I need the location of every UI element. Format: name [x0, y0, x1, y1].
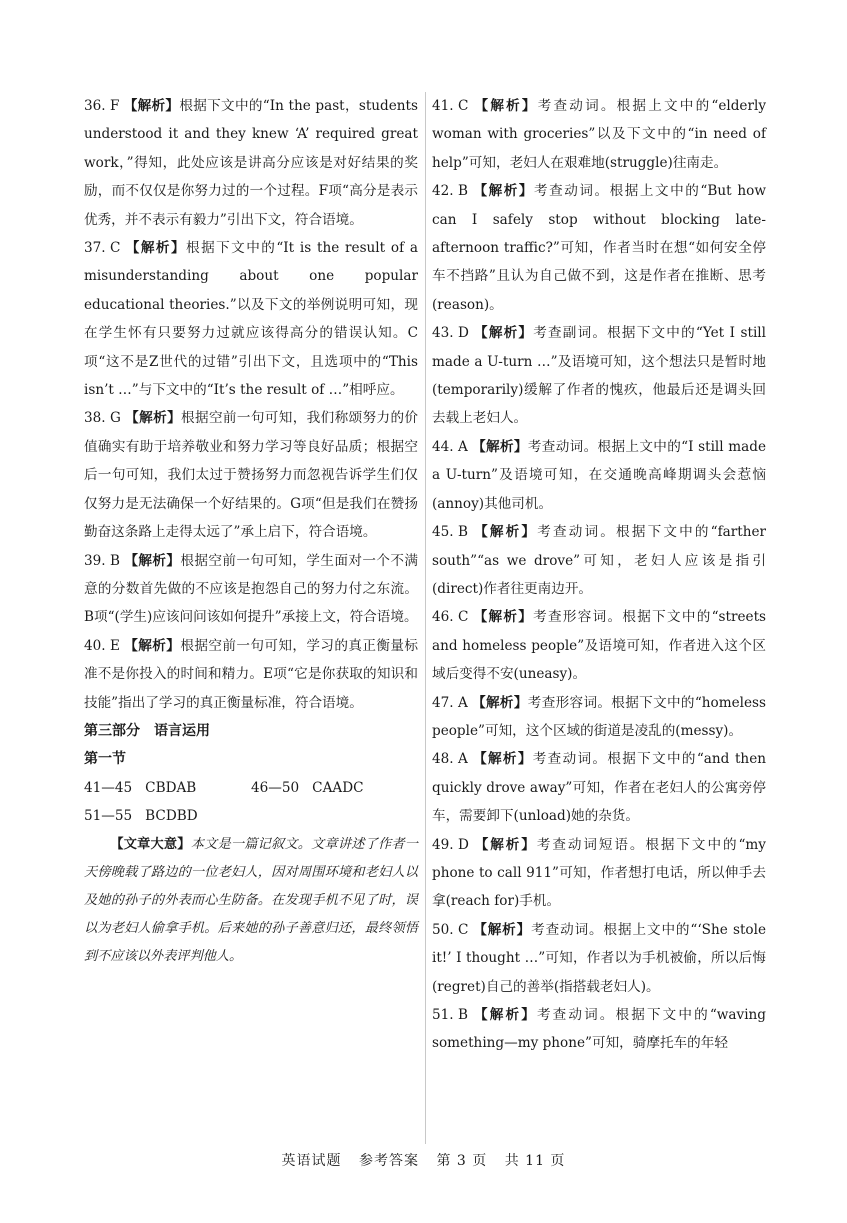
- answer-explanation: [84, 547, 418, 632]
- section-name: 语言运用: [154, 722, 210, 739]
- explanation-text: 考查动词。根据上文中的“‘She stole it!’ I thought …”可知，作者以为手机被偷，所以后悔(regret)自己的善举(指搭载老妇人)。: [432, 921, 767, 995]
- subsection-heading: 第一节: [84, 751, 126, 768]
- answer-explanation: [432, 745, 766, 830]
- analysis-tag: 【解析】: [472, 609, 534, 626]
- analysis-tag: 【解析】: [471, 524, 538, 541]
- answer-row-1: [84, 774, 418, 802]
- analysis-tag: 【解析】: [471, 1007, 537, 1023]
- question-number: 39. B: [84, 552, 120, 569]
- analysis-tag: 【解析】: [471, 438, 528, 455]
- explanation-text: 考查动词。根据上文中的“But how can I safely stop without blocking late-afternoon traffic?”可知，作者当时在想“如何安全停车不挡路”且认为自己做不到，这是作者在推断、思考(reason)。: [432, 183, 767, 313]
- explanation-text: 考查形容词。根据下文中的“streets and homeless people”及语境可知，作者进入这个区域后变得不安(uneasy)。: [432, 609, 767, 683]
- footer-page: 第 3 页: [436, 1153, 488, 1169]
- analysis-tag: 【解析】: [124, 410, 182, 427]
- left-items: [84, 92, 418, 717]
- footer-total: 共 11 页: [504, 1153, 566, 1169]
- explanation-text: 考查动词。根据下文中的“and then quickly drove away”可知，作者在老妇人的公寓旁停车，需要卸下(unload)她的杂货。: [432, 751, 766, 825]
- analysis-tag: 【解析】: [471, 183, 534, 200]
- summary-tag: 【文章大意】: [110, 836, 191, 852]
- question-number: 42. B: [432, 183, 468, 200]
- answer-explanation: [432, 1001, 766, 1058]
- answer-explanation: [432, 916, 766, 1001]
- summary-text: 本文是一篇记叙文。文章讲述了作者一天傍晚载了路边的一位老妇人，因对周围环境和老妇人以及她的孙子的外表而心生防备。在发现手机不见了时，误以为老妇人偷拿手机。后来她的孙子善意归还，最终领悟到不应该以外表评判他人。: [84, 836, 418, 964]
- article-summary: [84, 831, 418, 971]
- analysis-tag: 【解析】: [123, 98, 180, 114]
- explanation-text: 根据空前一句可知，学习的真正衡量标准不是你投入的时间和精力。E项“它是你获取的知识和技能”指出了学习的真正衡量标准，符合语境。: [84, 637, 419, 711]
- explanation-text: 考查动词。根据下文中的“farther south”“as we drove”可知，老妇人应该是指引(direct)作者往更南边开。: [432, 524, 767, 597]
- analysis-tag: 【解析】: [123, 552, 181, 569]
- question-number: 41. C: [432, 98, 469, 114]
- explanation-text: 根据空前一句可知，学生面对一个不满意的分数首先做的不应该是抱怨自己的努力付之东流。B项“(学生)应该问问该如何提升”承接上文，符合语境。: [84, 552, 418, 626]
- left-column: [84, 92, 418, 971]
- analysis-tag: 【解析】: [472, 325, 534, 342]
- question-number: 36. F: [84, 98, 120, 114]
- answer-explanation: [84, 234, 418, 404]
- analysis-tag: 【解析】: [472, 921, 532, 938]
- explanation-text: 考查副词。根据下文中的“Yet I still made a U-turn …”及语境可知，这个想法只是暂时地(temporarily)缓解了作者的愧疚，他最后还是调头回去载上老妇人。: [432, 325, 767, 427]
- question-number: 46. C: [432, 609, 469, 626]
- answer-explanation: [432, 603, 766, 688]
- answer-explanation: [432, 319, 766, 433]
- explanation-text: 考查动词。根据下文中的“waving something—my phone”可知，骑摩托车的年轻: [432, 1007, 766, 1052]
- analysis-tag: 【解析】: [471, 694, 528, 711]
- answer-explanation: [432, 433, 766, 518]
- section-heading: [84, 717, 418, 745]
- question-number: 43. D: [432, 325, 469, 342]
- explanation-text: 考查动词。根据上文中的“I still made a U-turn”及语境可知，在交通晚高峰期调头会惹恼(annoy)其他司机。: [432, 438, 767, 512]
- explanation-text: 考查形容词。根据下文中的“homeless people”可知，这个区域的街道是凌乱的(messy)。: [432, 694, 766, 739]
- question-number: 48. A: [432, 751, 468, 768]
- analysis-tag: 【解析】: [472, 98, 538, 114]
- answer-explanation: [432, 92, 766, 177]
- question-number: 45. B: [432, 524, 468, 541]
- answer-group: 41—45 CBDAB: [84, 779, 197, 796]
- analysis-tag: 【解析】: [472, 836, 537, 853]
- column-divider: [425, 92, 426, 1144]
- analysis-tag: 【解析】: [123, 637, 181, 654]
- answer-group: 51—55 BCDBD: [84, 808, 198, 825]
- explanation-text: 根据空前一句可知，我们称颂努力的价值确实有助于培养敬业和努力学习等良好品质；根据空后一句可知，我们太过于赞扬努力而忽视告诉学生们仅仅努力是无法确保一个好结果的。G项“但是我们在赞扬勤奋这条路上走得太远了”承上启下，符合语境。: [84, 410, 419, 541]
- answer-group: 46—50 CAADC: [251, 779, 364, 796]
- right-items: [432, 92, 766, 1058]
- answer-explanation: [432, 177, 766, 319]
- footer-title: 英语试题: [281, 1153, 342, 1169]
- explanation-text: 考查动词。根据上文中的“elderly woman with groceries”以及下文中的“in need of help”可知，老妇人在艰难地(struggle)往南走。: [432, 98, 766, 171]
- question-number: 49. D: [432, 836, 469, 853]
- footer-label: 参考答案: [359, 1153, 419, 1169]
- answer-row-2: [84, 802, 418, 830]
- answer-explanation: [84, 632, 418, 717]
- question-number: 38. G: [84, 410, 121, 427]
- page-footer: [0, 1150, 847, 1170]
- question-number: 44. A: [432, 438, 468, 455]
- question-number: 37. C: [84, 240, 121, 257]
- question-number: 40. E: [84, 637, 120, 654]
- section-part: 第三部分: [84, 722, 140, 739]
- question-number: 47. A: [432, 694, 468, 711]
- question-number: 51. B: [432, 1007, 468, 1023]
- answer-explanation: [84, 92, 418, 234]
- explanation-text: 根据下文中的“It is the result of a misunderstanding about one popular educational theories.”以及下文的举例说明可知，现在学生怀有只要努力过就应该得高分的错误认知。C项“这不是Z世代的过错”引出下文，且选项中的“This isn’t …”与下文中的“It’s the result of …”相呼应。: [84, 240, 418, 399]
- question-number: 50. C: [432, 921, 469, 938]
- right-column: [432, 92, 766, 1058]
- analysis-tag: 【解析】: [124, 240, 187, 257]
- answer-explanation: [432, 831, 766, 916]
- answer-explanation: [432, 518, 766, 603]
- explanation-text: 考查动词短语。根据下文中的“my phone to call 911”可知，作者想打电话，所以伸手去拿(reach for)手机。: [432, 836, 766, 910]
- answer-explanation: [84, 404, 418, 546]
- analysis-tag: 【解析】: [471, 751, 533, 768]
- explanation-text: 根据下文中的“In the past，students understood it and they knew ‘A’ required great work，”得知，此处应该是讲高分应该是对好结果的奖励，而不仅仅是你努力过的一个过程。F项“高分是表示优秀，并不表示有毅力”引出下文，符合语境。: [84, 98, 418, 228]
- answer-explanation: [432, 689, 766, 746]
